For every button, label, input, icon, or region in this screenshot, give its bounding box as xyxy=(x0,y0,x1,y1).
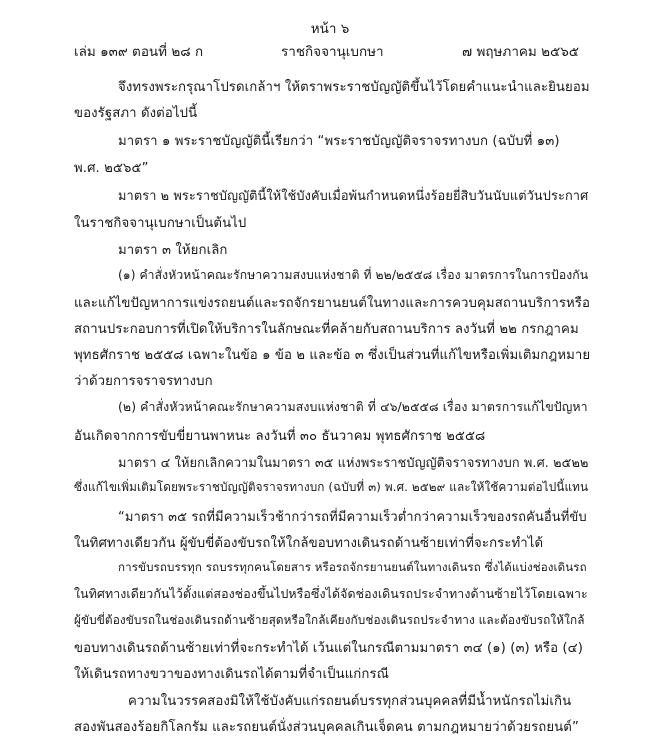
section-3-item-2-line-2: อันเกิดจากการขับขี่ยานพาหนะ ลงวันที่ ๓๐ ธันวาคม พุทธศักราช ๒๕๕๘ xyxy=(74,429,486,444)
publication-date: ๗ พฤษภาคม ๒๕๖๕ xyxy=(462,44,580,60)
section-3-item-1-line-4: พุทธศักราช ๒๕๕๘ เฉพาะในข้อ ๑ ข้อ ๒ และข้อ ๓ ซึ่งเป็นส่วนที่แก้ไขหรือเพิ่มเติมกฎหมาย xyxy=(74,348,591,363)
section-3-item-1-line-3: สถานประกอบการที่เปิดให้บริการในลักษณะที่คล้ายกับสถานบริการ ลงวันที่ ๒๒ กรกฎาคม xyxy=(74,322,579,337)
enactment-line-2: ของรัฐสภา ดังต่อไปนี้ xyxy=(74,106,198,121)
section-35-para-2-line-3: ผู้ขับขี่ต้องขับรถในช่องเดินรถด้านซ้ายสุดหรือใกล้เคียงกับช่องเดินรถประจำทาง และต้องขับรถให้ใกล้ xyxy=(74,613,585,627)
gazette-name: ราชกิจจานุเบกษา xyxy=(281,44,384,60)
section-35-para-2-line-1: การขับรถบรรทุก รถบรรทุกคนโดยสาร หรือรถจักรยานยนต์ในทางเดินรถ ซึ่งได้แบ่งช่องเดินรถ xyxy=(118,560,587,574)
section-35-para-2-line-5: ให้เดินรถทางขวาของทางเดินรถได้ตามที่จำเป็นแก่กรณี xyxy=(74,667,389,682)
section-3-item-1-line-5: ว่าด้วยการจราจรทางบก xyxy=(74,374,213,389)
section-35-para-2-line-2: ในทิศทางเดียวกันไว้ตั้งแต่สองช่องขึ้นไปหรือซึ่งได้จัดช่องเดินรถประจำทางด้านซ้ายไว้โดยเฉพาะ xyxy=(74,586,588,601)
volume-issue: เล่ม ๑๓๙ ตอนที่ ๒๘ ก xyxy=(74,44,204,60)
section-35-line-1: “มาตรา ๓๕ รถที่มีความเร็วช้ากว่ารถที่มีความเร็วต่ำกว่าความเร็วของรถคันอื่นที่ขับ xyxy=(118,510,587,525)
section-3-item-2-line-1: (๒) คำสั่งหัวหน้าคณะรักษาความสงบแห่งชาติ ที่ ๔๖/๒๕๕๘ เรื่อง มาตรการแก้ไขปัญหา xyxy=(118,399,588,414)
section-4-line-2: ซึ่งแก้ไขเพิ่มเติมโดยพระราชบัญญัติจราจรทางบก (ฉบับที่ ๓) พ.ศ. ๒๕๒๙ และให้ใช้ความต่อไปนี้แทน xyxy=(74,480,589,494)
section-3-item-1-line-2: และแก้ไขปัญหาการแข่งรถยนต์และรถจักรยานยนต์ในทางและการควบคุมสถานบริการหรือ xyxy=(74,296,590,311)
section-35-para-3-line-2: สองพันสองร้อยกิโลกรัม และรถยนต์นั่งส่วนบุคคลเกินเจ็ดคน ตามกฎหมายว่าด้วยรถยนต์” xyxy=(74,720,579,735)
page-number: หน้า ๖ xyxy=(310,21,350,37)
section-35-para-2-line-4: ขอบทางเดินรถด้านซ้ายเท่าที่จะกระทำได้ เว้นแต่ในกรณีตามมาตรา ๓๔ (๑) (๓) หรือ (๔) xyxy=(74,641,583,656)
enactment-line-1: จึงทรงพระกรุณาโปรดเกล้าฯ ให้ตราพระราชบัญญัติขึ้นไว้โดยคำแนะนำและยินยอม xyxy=(118,80,590,95)
section-3-heading: มาตรา ๓ ให้ยกเลิก xyxy=(118,243,228,258)
section-35-line-2: ในทิศทางเดียวกัน ผู้ขับขี่ต้องขับรถให้ใกล้ขอบทางเดินรถด้านซ้ายเท่าที่จะกระทำได้ xyxy=(74,536,544,551)
section-1-line-1: มาตรา ๑ พระราชบัญญัตินี้เรียกว่า “พระราชบัญญัติจราจรทางบก (ฉบับที่ ๑๓) xyxy=(118,134,560,149)
section-3-item-1-line-1: (๑) คำสั่งหัวหน้าคณะรักษาความสงบแห่งชาติ ที่ ๒๒/๒๕๕๘ เรื่อง มาตรการในการป้องกัน xyxy=(118,268,589,282)
section-35-para-3-line-1: ความในวรรคสองมิให้ใช้บังคับแก่รถยนต์บรรทุกส่วนบุคคลที่มีน้ำหนักรถไม่เกิน xyxy=(128,694,572,709)
section-2-line-1: มาตรา ๒ พระราชบัญญัตินี้ให้ใช้บังคับเมื่อพ้นกำหนดหนึ่งร้อยยี่สิบวันนับแต่วันประกาศ xyxy=(118,189,589,204)
section-1-line-2: พ.ศ. ๒๕๖๕” xyxy=(74,161,149,176)
section-4-line-1: มาตรา ๔ ให้ยกเลิกความในมาตรา ๓๕ แห่งพระราชบัญญัติจราจรทางบก พ.ศ. ๒๕๒๒ xyxy=(118,456,589,471)
section-2-line-2: ในราชกิจจานุเบกษาเป็นต้นไป xyxy=(74,216,247,231)
